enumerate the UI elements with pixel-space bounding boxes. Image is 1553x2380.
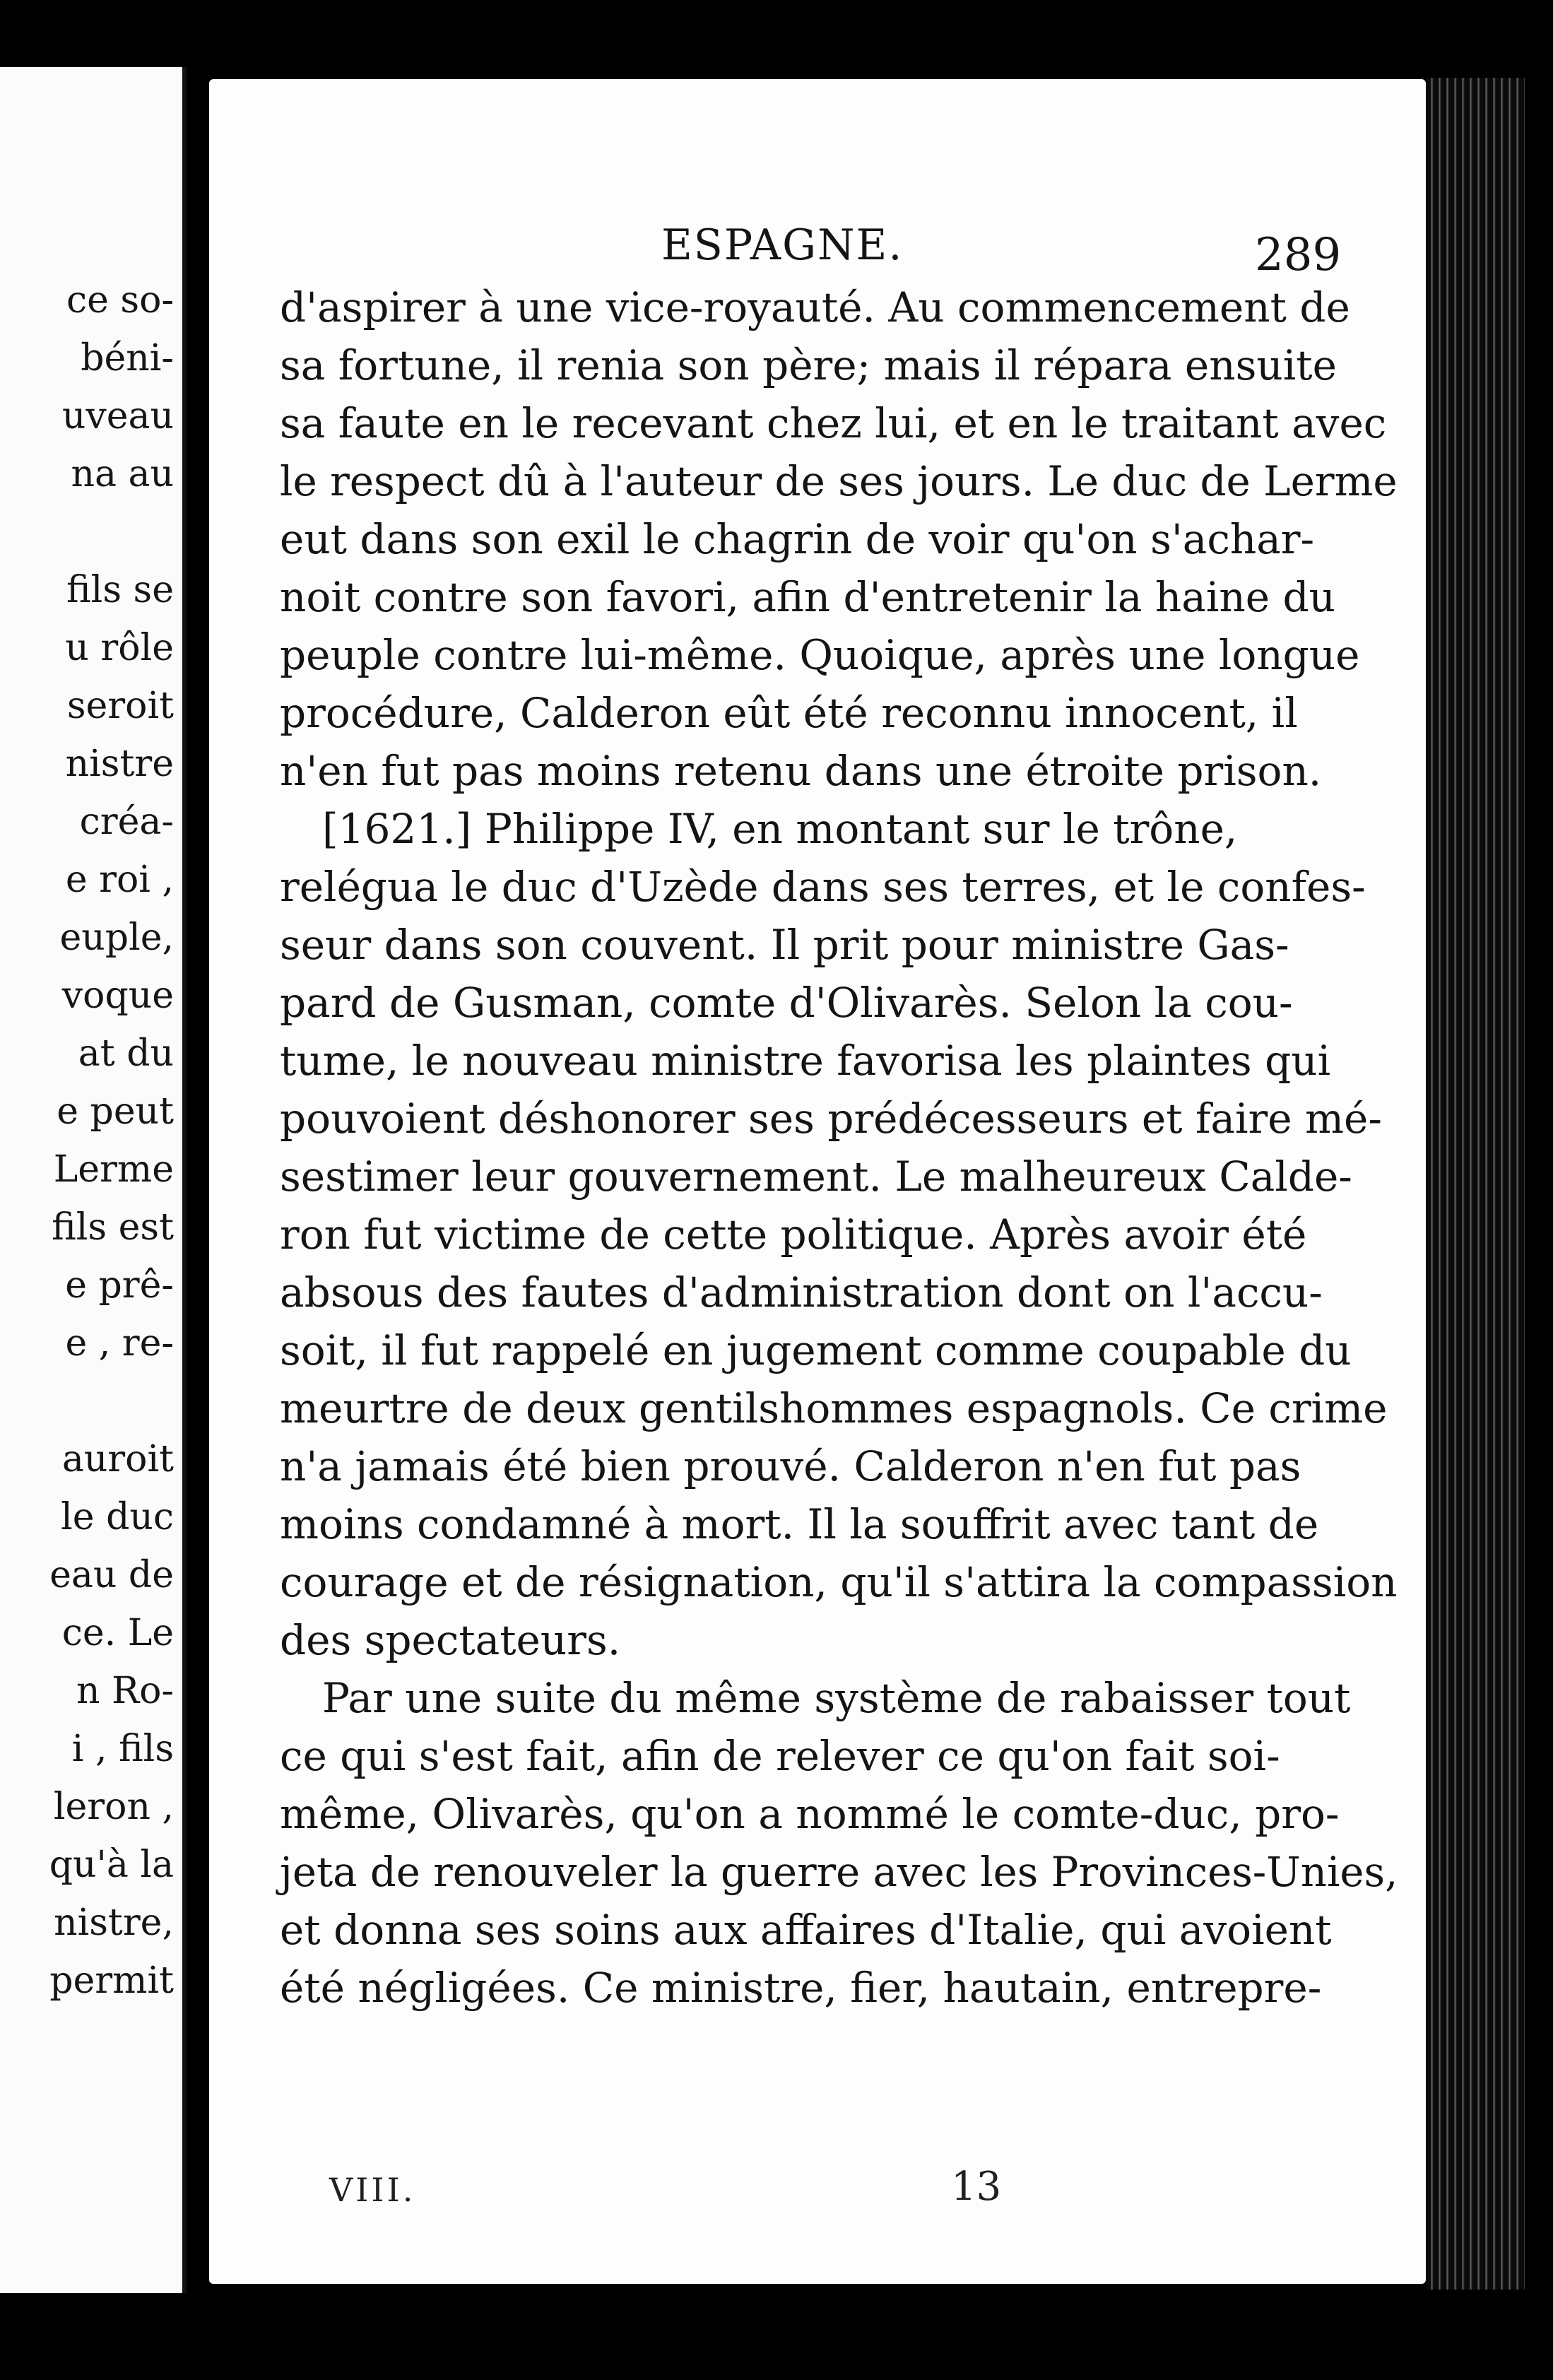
left-page-line: e prê- <box>65 1264 174 1307</box>
running-title: ESPAGNE. <box>661 220 904 270</box>
left-page-line: eau de <box>49 1554 174 1596</box>
page-number: 289 <box>1255 229 1342 281</box>
body-text-line: n'en fut pas moins retenu dans une étroite prison. <box>280 747 1322 795</box>
body-text-line: ce qui s'est fait, afin de relever ce qu'on fait soi- <box>280 1732 1280 1780</box>
body-text-line: procédure, Calderon eût été reconnu innocent, il <box>280 689 1298 737</box>
left-page-line: nistre, <box>54 1902 174 1944</box>
body-text-line: [1621.] Philippe IV, en montant sur le trône, <box>322 805 1238 853</box>
volume-signature: VIII. <box>329 2171 416 2209</box>
body-text-line: pouvoient déshonorer ses prédécesseurs et faire mé- <box>280 1095 1382 1143</box>
left-page-line: Lerme <box>53 1148 174 1191</box>
body-text-line: et donna ses soins aux affaires d'Italie, qui avoient <box>280 1906 1332 1954</box>
body-text-line: jeta de renouveler la guerre avec les Provinces-Unies, <box>280 1848 1398 1896</box>
left-page-line: le duc <box>61 1496 174 1538</box>
body-text-line: meurtre de deux gentilshommes espagnols. Ce crime <box>280 1384 1388 1432</box>
body-text-line: sa faute en le recevant chez lui, et en le traitant avec <box>280 399 1387 447</box>
left-page-line: seroit <box>66 685 174 727</box>
left-page-line: ce so- <box>66 279 174 322</box>
body-text-line: d'aspirer à une vice-royauté. Au commencement de <box>280 283 1350 331</box>
left-page-line: permit <box>49 1960 174 2002</box>
left-page-line: at du <box>78 1032 174 1075</box>
left-page-line: e peut <box>57 1090 174 1133</box>
left-page-fragment <box>0 67 187 2293</box>
body-text-line: peuple contre lui-même. Quoique, après une longue <box>280 631 1360 679</box>
left-page-line: u rôle <box>65 627 174 669</box>
left-page-line: qu'à la <box>49 1844 174 1886</box>
body-text-line: soit, il fut rappelé en jugement comme coupable du <box>280 1326 1352 1374</box>
body-text-line: Par une suite du même système de rabaisser tout <box>322 1674 1351 1722</box>
body-text-line: pard de Gusman, comte d'Olivarès. Selon la cou- <box>280 979 1293 1027</box>
left-page-line: nistre <box>65 743 174 785</box>
left-page-line: na au <box>71 453 174 495</box>
body-text-line: tume, le nouveau ministre favorisa les plaintes qui <box>280 1037 1331 1085</box>
body-text-line: courage et de résignation, qu'il s'attira la compassion <box>280 1558 1398 1606</box>
body-text-line: noit contre son favori, afin d'entretenir la haine du <box>280 573 1335 621</box>
left-page-line: euple, <box>59 917 174 959</box>
left-page-line: ce. Le <box>61 1612 174 1654</box>
left-page-line: auroit <box>61 1438 174 1480</box>
left-page-line: e roi , <box>65 859 174 901</box>
body-text-line: seur dans son couvent. Il prit pour ministre Gas- <box>280 921 1289 969</box>
page-header <box>209 220 1426 284</box>
body-text-line: été négligées. Ce ministre, fier, hautain, entrepre- <box>280 1964 1322 2012</box>
left-page-line: leron , <box>53 1786 174 1828</box>
body-text-line: n'a jamais été bien prouvé. Calderon n'en fut pas <box>280 1442 1301 1490</box>
body-text-line: sestimer leur gouvernement. Le malheureux Calde- <box>280 1153 1352 1201</box>
left-page-line: uveau <box>61 395 174 437</box>
body-text-line: absous des fautes d'administration dont on l'accu- <box>280 1268 1323 1316</box>
left-page-line: fils est <box>52 1206 174 1249</box>
body-text-line: moins condamné à mort. Il la souffrit avec tant de <box>280 1500 1319 1548</box>
book-page <box>209 79 1426 2284</box>
sheet-number: 13 <box>951 2164 1002 2210</box>
left-page-line: e , re- <box>65 1322 174 1365</box>
body-text-line: sa fortune, il renia son père; mais il répara ensuite <box>280 341 1337 389</box>
left-page-line: créa- <box>79 801 174 843</box>
body-text-line: le respect dû à l'auteur de ses jours. Le duc de Lerme <box>280 457 1398 505</box>
body-text-line: relégua le duc d'Uzède dans ses terres, et le confes- <box>280 863 1366 911</box>
book-page-edges <box>1426 78 1525 2290</box>
left-page-line: voque <box>61 974 174 1017</box>
left-page-line: fils se <box>66 569 174 611</box>
left-page-line: i , fils <box>71 1728 174 1770</box>
body-text-line: ron fut victime de cette politique. Après avoir été <box>280 1210 1307 1259</box>
body-text-line: des spectateurs. <box>280 1616 621 1664</box>
body-text-line: même, Olivarès, qu'on a nommé le comte-duc, pro- <box>280 1790 1340 1838</box>
body-text-line: eut dans son exil le chagrin de voir qu'on s'achar- <box>280 515 1315 563</box>
left-page-line: béni- <box>81 337 174 379</box>
left-page-line: n Ro- <box>76 1670 174 1712</box>
